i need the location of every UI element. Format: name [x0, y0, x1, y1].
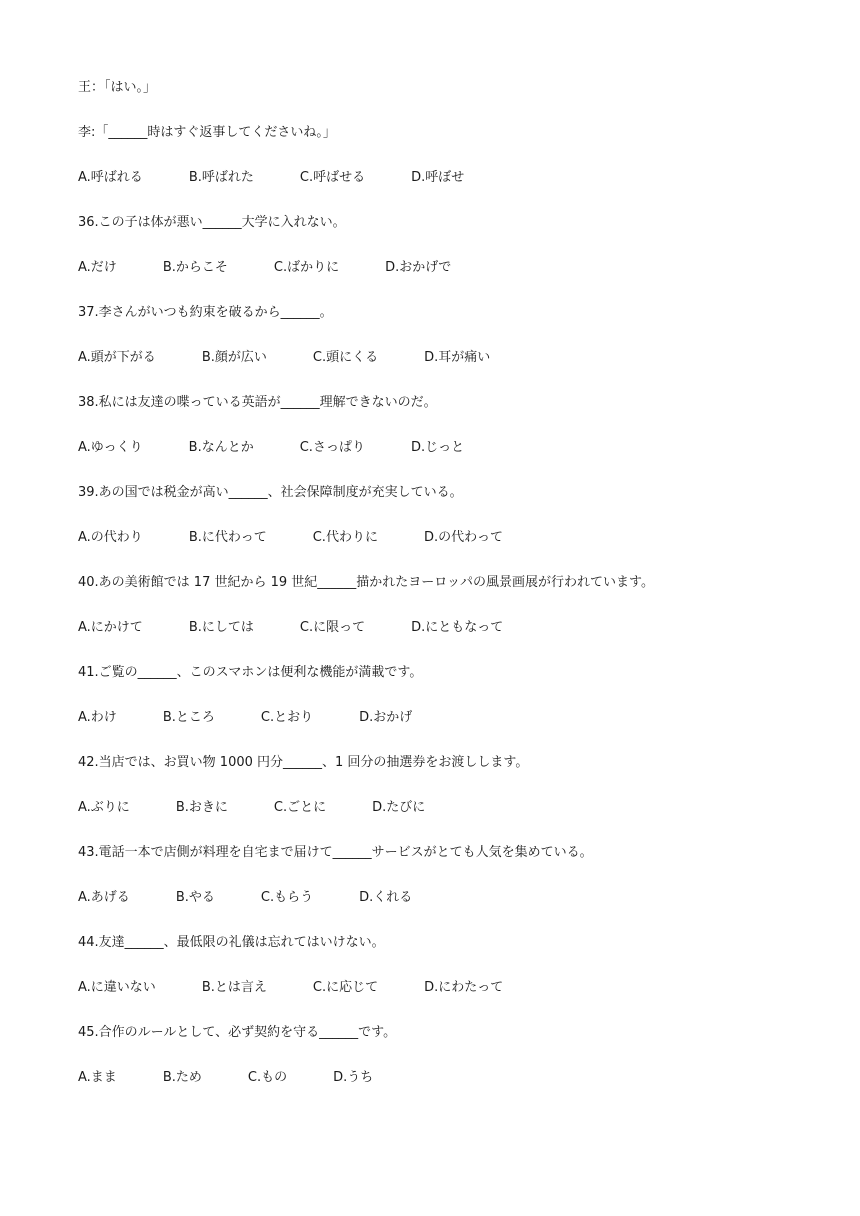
- answer-option: B.ため: [162, 1070, 202, 1085]
- answer-option: C.に限って: [299, 620, 366, 635]
- answer-option: B.やる: [175, 890, 215, 905]
- answer-option: C.頭にくる: [312, 350, 379, 365]
- answer-option: A.の代わり: [78, 530, 143, 545]
- answer-option: D.耳が痛い: [424, 350, 491, 365]
- answer-option: C.とおり: [260, 710, 314, 725]
- answer-options: [78, 708, 818, 753]
- question-text: 45.合作のルールとして、必ず契約を守る______です。: [78, 1025, 397, 1040]
- answer-options: [78, 348, 818, 393]
- answer-option: D.にともなって: [411, 620, 504, 635]
- answer-option: B.ところ: [162, 710, 215, 725]
- answer-option: A.だけ: [78, 260, 117, 275]
- question-text: 44.友達______、最低限の礼儀は忘れてはいけない。: [78, 935, 385, 950]
- answer-option: C.もの: [247, 1070, 288, 1085]
- answer-option: A.に違いない: [78, 980, 156, 995]
- answer-option: B.なんとか: [188, 440, 254, 455]
- dialogue-line: 李:「______時はすぐ返事してくださいね。」: [78, 125, 336, 140]
- answer-option: A.まま: [78, 1070, 117, 1085]
- answer-option: A.わけ: [78, 710, 117, 725]
- answer-option: A.あげる: [78, 890, 130, 905]
- question-text: 40.あの美術館では 17 世紀から 19 世紀______描かれたヨーロッパの風景画展が行われています。: [78, 575, 654, 590]
- answer-option: D.の代わって: [423, 530, 503, 545]
- answer-options: [78, 1068, 818, 1113]
- answer-option: D.おかげ: [359, 710, 413, 725]
- answer-option: C.さっぱり: [299, 440, 365, 455]
- answer-option: C.呼ばせる: [299, 170, 366, 185]
- question-list: [78, 78, 818, 1113]
- question-text: 42.当店では、お買い物 1000 円分______、1 回分の抽選券をお渡しします。: [78, 755, 529, 770]
- answer-option: A.にかけて: [78, 620, 143, 635]
- answer-options: [78, 528, 818, 573]
- answer-options: [78, 798, 818, 843]
- question-text: 43.電話一本で店側が料理を自宅まで届けて______サービスがとても人気を集めている。: [78, 845, 593, 860]
- answer-option: A.ゆっくり: [78, 440, 143, 455]
- answer-option: C.に応じて: [312, 980, 379, 995]
- answer-option: D.じっと: [410, 440, 465, 455]
- answer-option: D.うち: [333, 1070, 374, 1085]
- answer-option: B.に代わって: [188, 530, 267, 545]
- question-text: 41.ご覧の______、このスマホンは便利な機能が満載です。: [78, 665, 423, 680]
- answer-option: D.くれる: [359, 890, 413, 905]
- answer-options: [78, 168, 818, 213]
- answer-option: D.おかげで: [385, 260, 452, 275]
- answer-option: B.呼ばれた: [188, 170, 254, 185]
- answer-option: C.ごとに: [273, 800, 327, 815]
- answer-option: B.おきに: [175, 800, 228, 815]
- answer-option: C.代わりに: [312, 530, 378, 545]
- answer-options: [78, 258, 818, 303]
- question-text: 36.この子は体が悪い______大学に入れない。: [78, 215, 346, 230]
- answer-option: B.からこそ: [162, 260, 228, 275]
- answer-option: A.ぶりに: [78, 800, 130, 815]
- answer-option: B.にしては: [188, 620, 254, 635]
- answer-option: D.たびに: [372, 800, 426, 815]
- answer-options: [78, 438, 818, 483]
- answer-option: A.頭が下がる: [78, 350, 156, 365]
- answer-option: B.顔が広い: [201, 350, 267, 365]
- dialogue-line: 王：「はい。」: [78, 80, 157, 95]
- answer-option: A.呼ばれる: [78, 170, 143, 185]
- answer-option: D.にわたって: [424, 980, 504, 995]
- answer-option: C.もらう: [260, 890, 314, 905]
- answer-options: [78, 888, 818, 933]
- question-text: 37.李さんがいつも約束を破るから______。: [78, 305, 333, 320]
- question-text: 39.あの国では税金が高い______、社会保障制度が充実している。: [78, 485, 463, 500]
- answer-options: [78, 618, 818, 663]
- answer-option: B.とは言え: [201, 980, 267, 995]
- answer-options: [78, 978, 818, 1023]
- answer-option: C.ばかりに: [273, 260, 340, 275]
- question-text: 38.私には友達の喋っている英語が______理解できないのだ。: [78, 395, 437, 410]
- answer-option: D.呼ぼせ: [411, 170, 465, 185]
